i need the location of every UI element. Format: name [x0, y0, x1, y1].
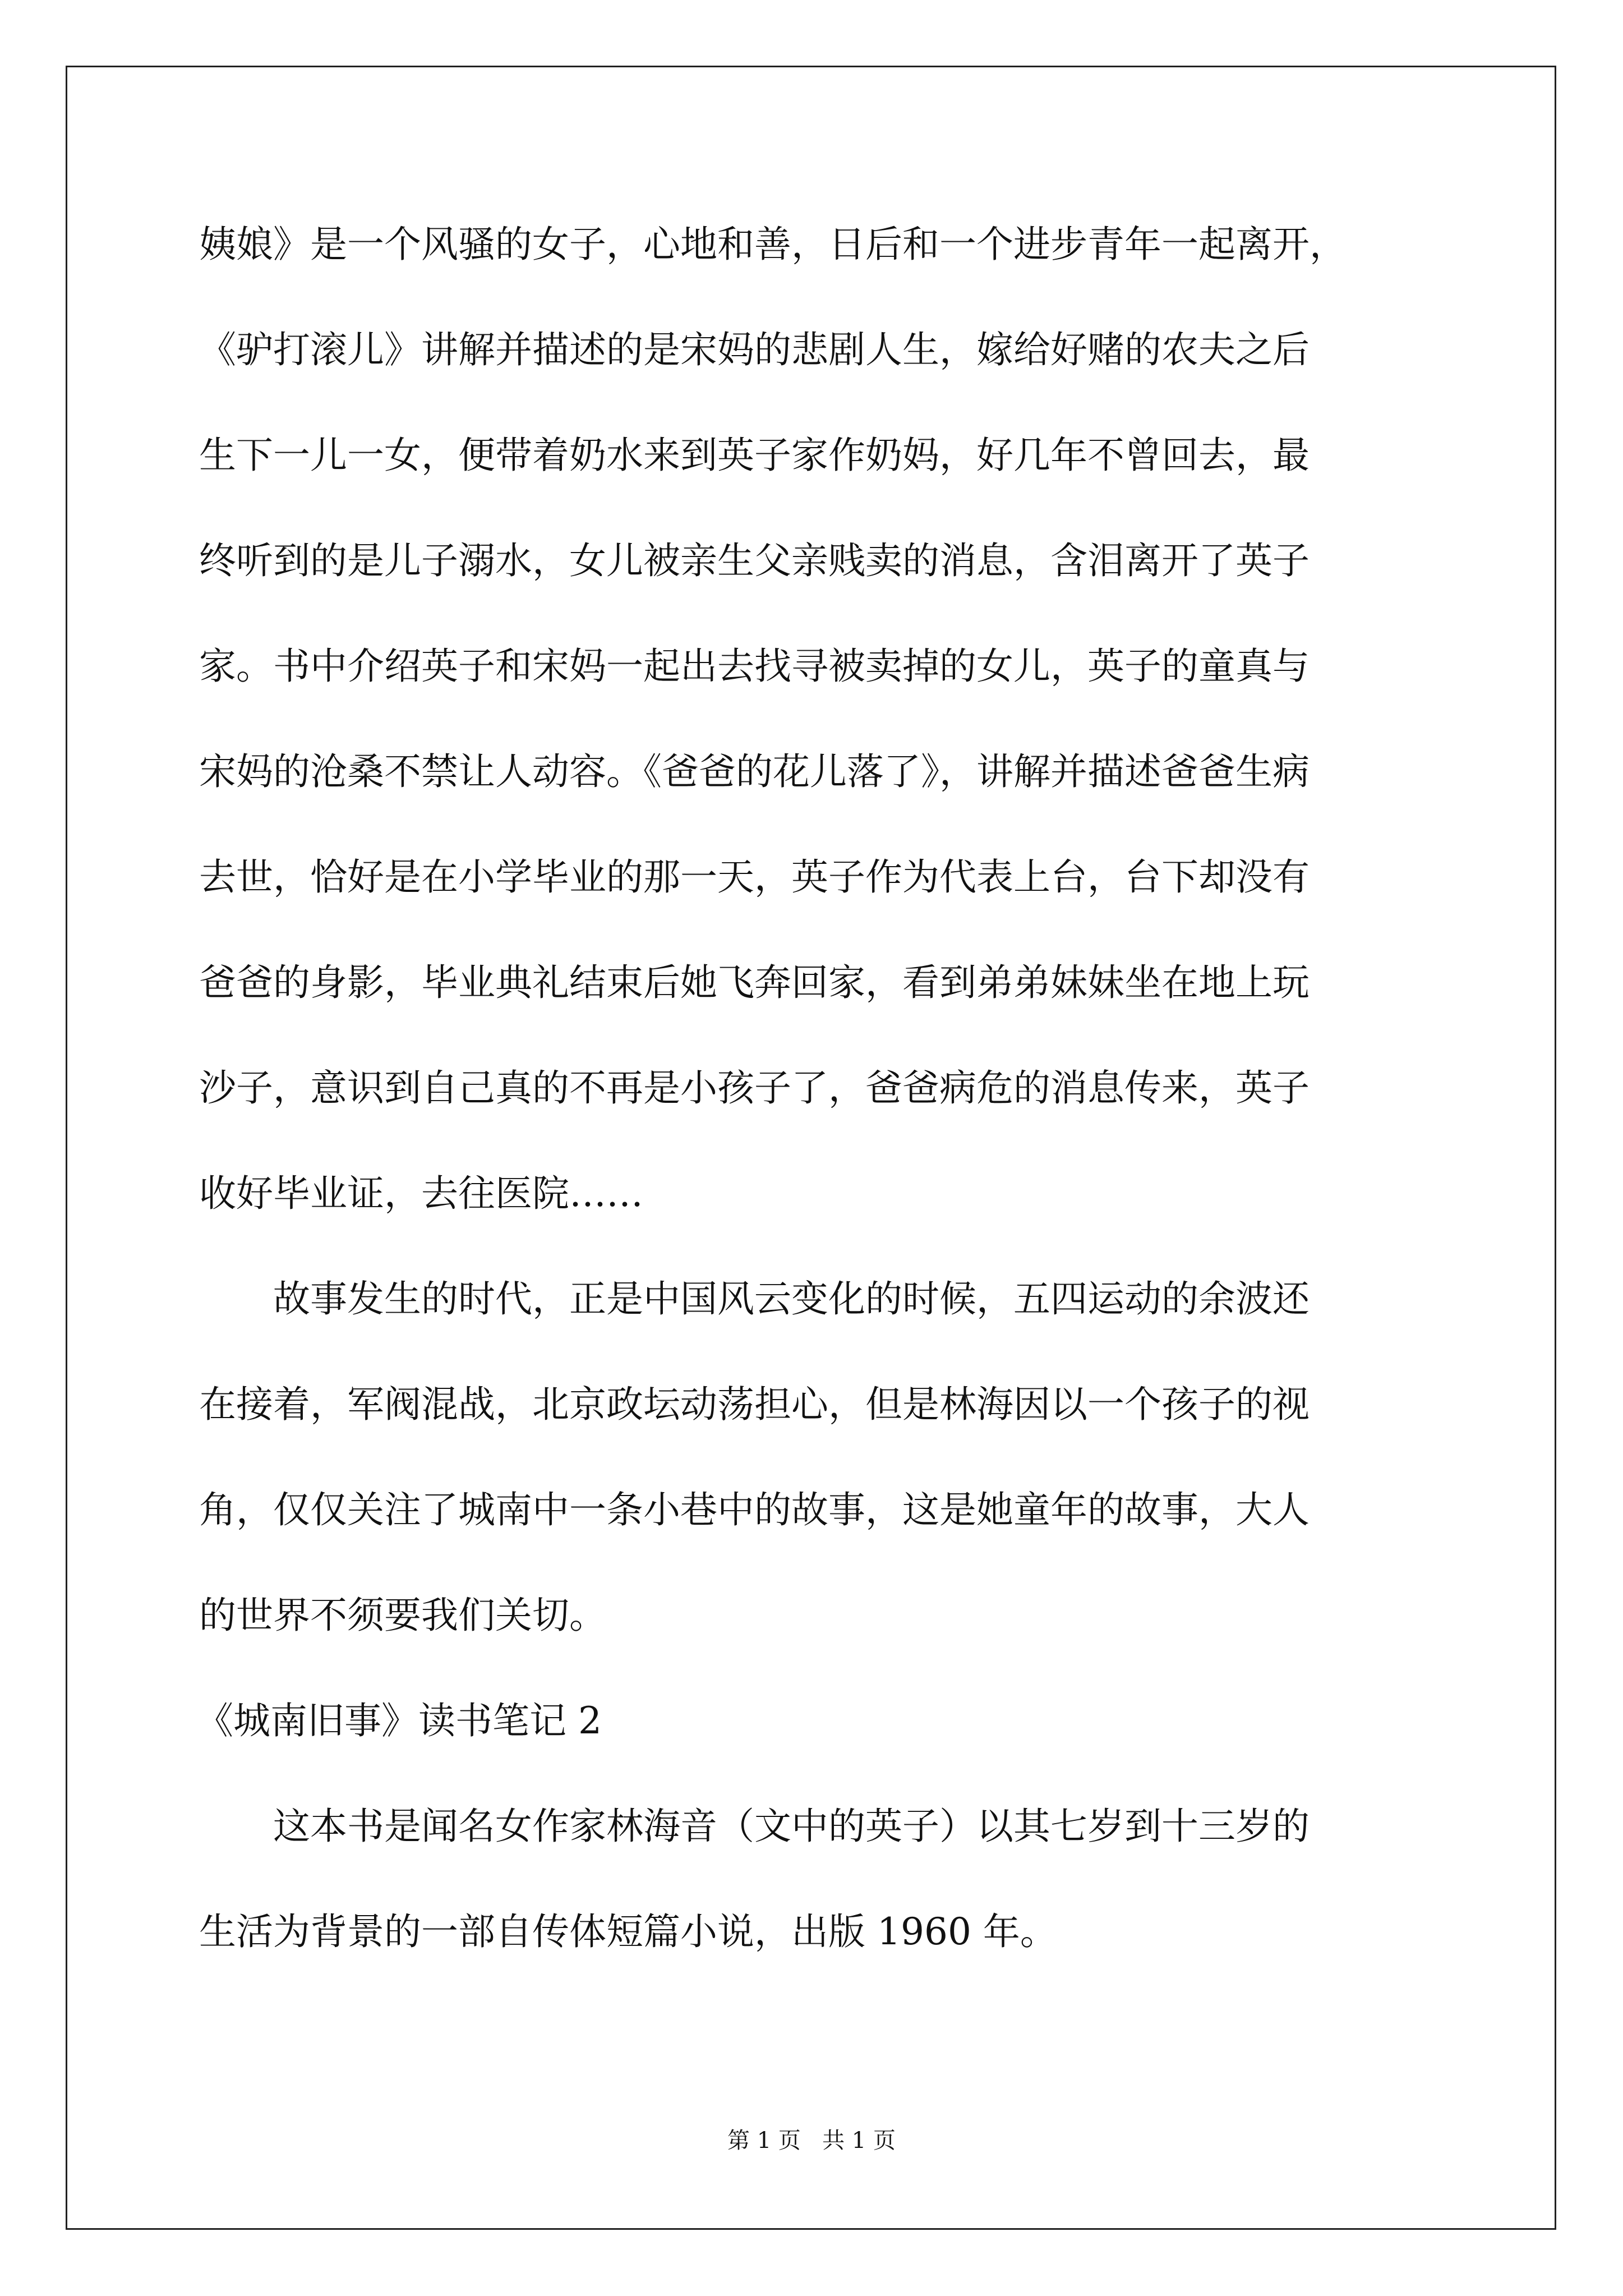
body-line: 去世，恰好是在小学毕业的那一天，英子作为代表上台，台下却没有	[199, 855, 1310, 899]
body-line: 生活为背景的一部自传体短篇小说，出版 1960 年。	[199, 1910, 1057, 1953]
body-line: 《驴打滚儿》讲解并描述的是宋妈的悲剧人生，嫁给好赌的农夫之后	[199, 328, 1310, 371]
body-line: 收好毕业证，去往医院……	[199, 1172, 643, 1215]
body-line: 宋妈的沧桑不禁让人动容。《爸爸的花儿落了》，讲解并描述爸爸生病	[199, 750, 1310, 793]
page-border	[66, 66, 1556, 2230]
body-line: 的世界不须要我们关切。	[199, 1594, 606, 1637]
body-line: 姨娘》是一个风骚的女子，心地和善，日后和一个进步青年一起离开，	[199, 223, 1347, 266]
body-line: 角，仅仅关注了城南中一条小巷中的故事，这是她童年的故事，大人	[199, 1488, 1310, 1531]
body-line: 这本书是闻名女作家林海音（文中的英子）以其七岁到十三岁的	[273, 1805, 1310, 1848]
body-line: 生下一儿一女，便带着奶水来到英子家作奶妈，好几年不曾回去，最	[199, 434, 1310, 477]
body-line: 故事发生的时代，正是中国风云变化的时候，五四运动的余波还	[273, 1277, 1310, 1320]
body-line: 终听到的是儿子溺水，女儿被亲生父亲贱卖的消息，含泪离开了英子	[199, 539, 1310, 582]
page-footer: 第 1 页 共 1 页	[727, 2128, 896, 2154]
section-heading: 《城南旧事》读书笔记 2	[196, 1699, 602, 1742]
body-line: 沙子，意识到自己真的不再是小孩子了，爸爸病危的消息传来，英子	[199, 1066, 1310, 1110]
body-line: 在接着，军阀混战，北京政坛动荡担心，但是林海因以一个孩子的视	[199, 1383, 1310, 1426]
body-line: 爸爸的身影，毕业典礼结束后她飞奔回家，看到弟弟妹妹坐在地上玩	[199, 961, 1310, 1004]
body-line: 家。书中介绍英子和宋妈一起出去找寻被卖掉的女儿，英子的童真与	[199, 645, 1310, 688]
